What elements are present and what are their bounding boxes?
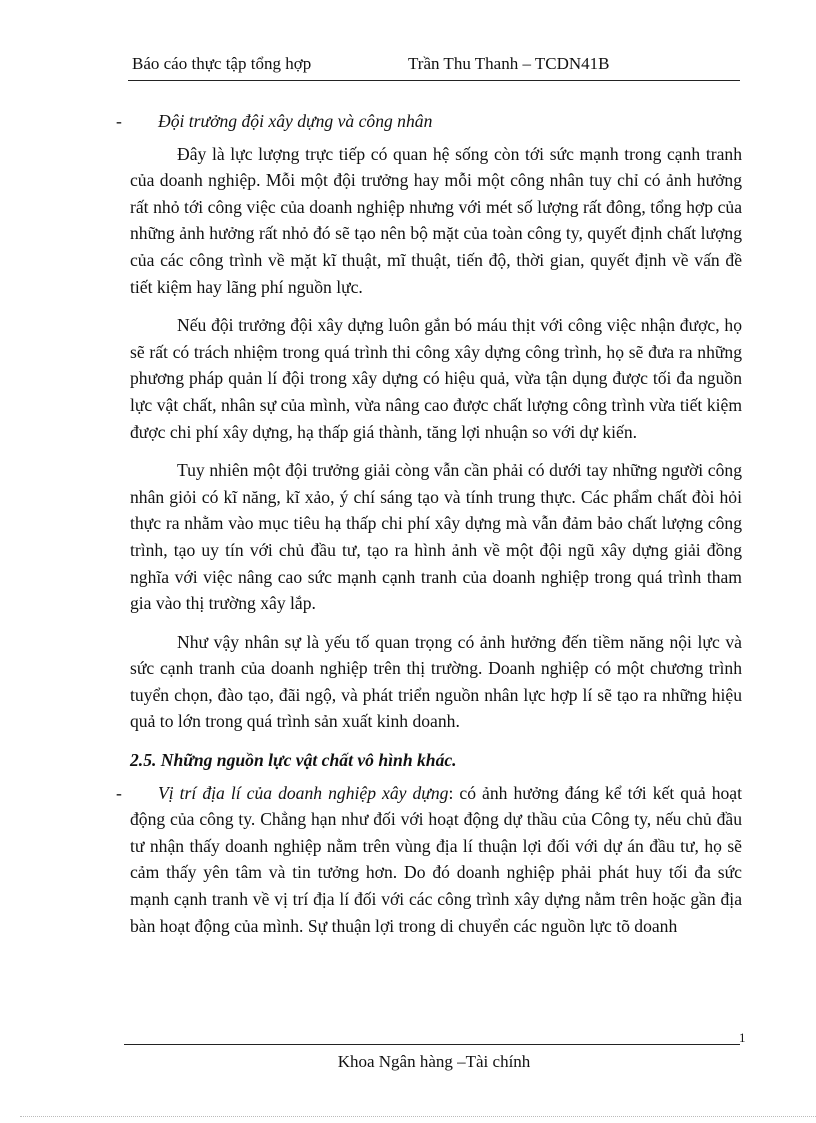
- page-number: 1: [739, 1030, 746, 1045]
- bullet-dash: -: [116, 111, 122, 131]
- page-footer: Khoa Ngân hàng –Tài chính: [337, 1052, 531, 1071]
- section-heading: 2.5. Những nguồn lực vật chất vô hình khác.: [130, 750, 457, 771]
- header-divider: [128, 80, 740, 81]
- location-item-text: : có ảnh hưởng đáng kể tới kết quả hoạt động của công ty. Chẳng hạn như đối với hoạt động dự thầu của Công ty, nếu chủ đầu tư nhận thấy doanh nghiệp nằm trên vùng địa lí thuận lợi đối với dự án đầu tư, họ sẽ cảm thấy yên tâm và tin tưởng hơn. Do đó doanh nghiệp phải phát huy tối đa sức mạnh cạnh tranh về vị trí địa lí đối với các công trình xây dựng nằm trên hoặc gần địa bàn hoạt động của mình. Sự thuận lợi trong di chuyển các nguồn lực tõ doanh: [130, 782, 742, 936]
- subheading-item: [116, 108, 742, 135]
- paragraph: Đây là lực lượng trực tiếp có quan hệ sống còn tới sức mạnh trong cạnh tranh của doanh nghiệp. Mỗi một đội trưởng hay mỗi một công nhân tuy chỉ có ảnh hưởng rất nhỏ tới công việc của doanh nghiệp nhưng với mét số lượng rất đông, tổng hợp của những ảnh hưởng rất nhỏ đó sẽ tạo nên bộ mặt của toàn công ty, quyết định chất lượng của các công trình về mặt kĩ thuật, mĩ thuật, tiến độ, thời gian, quyết định về vấn đề tiết kiệm hay lãng phí nguồn lực.: [130, 143, 742, 297]
- subheading: Đội trưởng đội xây dựng và công nhân: [158, 111, 433, 131]
- paragraph: Tuy nhiên một đội trưởng giải còng vẫn cần phải có dưới tay những người công nhân giỏi có kĩ năng, kĩ xảo, ý chí sáng tạo và tính trung thực. Các phẩm chất đòi hỏi thực ra nhằm vào mục tiêu hạ thấp chi phí xây dựng mà vẫn đảm bảo chất lượng công trình, tạo uy tín với chủ đầu tư, tạo ra hình ảnh về một đội ngũ xây dựng giải đồng nghĩa với việc nâng cao sức mạnh cạnh tranh của doanh nghiệp trong quá trình tham gia vào thị trường xây lắp.: [130, 460, 742, 614]
- page-body: [116, 108, 742, 939]
- paragraph: Nếu đội trưởng đội xây dựng luôn gắn bó máu thịt với công việc nhận được, họ sẽ rất có trách nhiệm trong quá trình thi công xây dựng công trình, họ sẽ đưa ra những phương pháp quản lí đội trong xây dựng có hiệu quả, vừa tận dụng được tối đa nguồn lực vật chất, nhân sự của mình, vừa nâng cao được chất lượng công trình vừa tiết kiệm được chi phí xây dựng, hạ thấp giá thành, tăng lợi nhuận so với dự kiến.: [130, 315, 742, 442]
- header-report-title: Báo cáo thực tập tổng hợp: [132, 54, 312, 73]
- page-header: [128, 54, 740, 80]
- location-item: [116, 780, 742, 940]
- footer-divider: [124, 1044, 740, 1045]
- bullet-dash: -: [116, 782, 122, 803]
- header-author: Trần Thu Thanh – TCDN41B: [408, 54, 610, 73]
- page-edge-divider: [20, 1116, 816, 1117]
- location-item-lead: Vị trí địa lí của doanh nghiệp xây dựng: [158, 782, 449, 803]
- paragraph: Như vậy nhân sự là yếu tố quan trọng có ảnh hưởng đến tiềm năng nội lực và sức cạnh tranh của doanh nghiệp trên thị trường. Doanh nghiệp có một chương trình tuyển chọn, đào tạo, đãi ngộ, và phát triển nguồn nhân lực hợp lí sẽ tạo ra những hiệu quả to lớn trong quá trình sản xuất kinh doanh.: [130, 631, 742, 732]
